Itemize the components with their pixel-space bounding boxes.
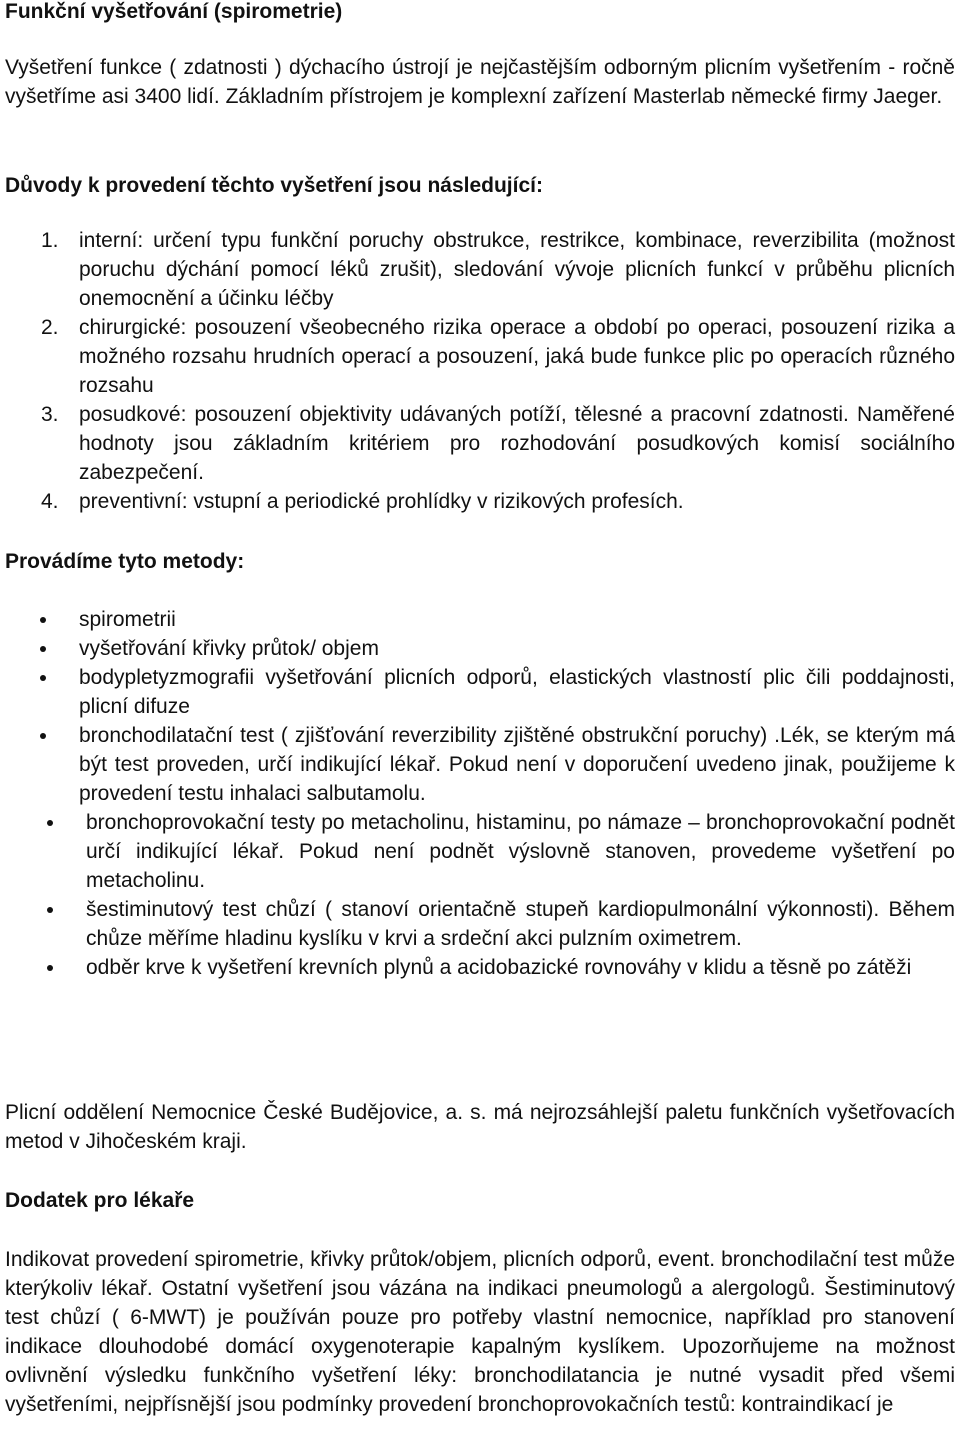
method-text: bodypletyzmografii vyšetřování plicních odporů, elastických vlastností plic čili poddajnosti, plicní difuze xyxy=(79,666,955,718)
reason-item xyxy=(5,400,955,487)
method-item xyxy=(5,663,955,721)
method-text: šestiminutový test chůzí ( stanoví orientačně stupeň kardiopulmonální výkonnosti). Během chůze měříme hladinu kyslíku v krvi a srdeční akci pulzním oximetrem. xyxy=(86,898,955,950)
bullet-icon xyxy=(47,965,53,971)
method-item xyxy=(5,808,955,895)
method-text: odběr krve k vyšetření krevních plynů a acidobazické rovnováhy v klidu a těsně po zátěži xyxy=(86,956,912,979)
reason-text: chirurgické: posouzení všeobecného rizika operace a období po operaci, posouzení rizika a možného rozsahu hrudních operací a posouzení, jaká bude funkce plic po operacích různého rozsahu xyxy=(79,316,955,397)
bullet-icon xyxy=(47,907,53,913)
reason-number: 3. xyxy=(41,403,59,426)
method-text: bronchodilatační test ( zjišťování reverzibility zjištěné obstrukční poruchy) .Lék, se kterým má být test proveden, určí indikující lékař. Pokud není v doporučení uvedeno jinak, použijeme k provedení testu inhalaci salbutamolu. xyxy=(79,724,955,805)
reason-number: 1. xyxy=(41,229,59,252)
reason-text: posudkové: posouzení objektivity udávaných potíží, tělesné a pracovní zdatnosti. Naměřené hodnoty jsou základním kritériem pro rozhodování posudkových komisí sociálního zabezpečení. xyxy=(79,403,955,484)
method-item xyxy=(5,953,955,982)
reason-number: 2. xyxy=(41,316,59,339)
bullet-icon xyxy=(40,617,46,623)
page-title: Funkční vyšetřování (spirometrie) xyxy=(5,0,343,23)
bullet-icon xyxy=(40,675,46,681)
method-item xyxy=(5,634,955,663)
addendum-paragraph: Indikovat provedení spirometrie, křivky průtok/objem, plicních odporů, event. bronchodilační test může kterýkoliv lékař. Ostatní vyšetření jsou vázána na indikaci pneumologů a alergologů. Šestiminutový test chůzí ( 6-MWT) je používán pouze pro potřeby vlastní nemocnice, například pro stanovení indikace dlouhodobé domácí oxygenoterapie kapalným kyslíkem. Upozorňujeme na možnost ovlivnění výsledku funkčního vyšetření léky: bronchodilatancia je nutné vysadit před všemi vyšetřeními, nejpřísnější jsou podmínky provedení bronchoprovokačních testů: kontraindikací je xyxy=(5,1248,955,1416)
reasons-list xyxy=(5,226,955,516)
reason-number: 4. xyxy=(41,490,59,513)
bullet-icon xyxy=(40,733,46,739)
addendum-heading: Dodatek pro lékaře xyxy=(5,1189,195,1212)
method-text: spirometrii xyxy=(79,608,176,631)
intro-paragraph: Vyšetření funkce ( zdatnosti ) dýchacího ústrojí je nejčastějším odborným plicním vyšetřením - ročně vyšetříme asi 3400 lidí. Základním přístrojem je komplexní zařízení Masterlab německé firmy Jaeger. xyxy=(5,56,955,108)
hospital-note: Plicní oddělení Nemocnice České Budějovice, a. s. má nejrozsáhlejší paletu funkčních vyšetřovacích metod v Jihočeském kraji. xyxy=(5,1101,955,1153)
reasons-heading: Důvody k provedení těchto vyšetření jsou následující: xyxy=(5,174,543,197)
method-item xyxy=(5,605,955,634)
bullet-icon xyxy=(40,646,46,652)
reason-item xyxy=(5,313,955,400)
reason-item xyxy=(5,487,955,516)
method-item xyxy=(5,721,955,808)
reason-text: preventivní: vstupní a periodické prohlídky v rizikových profesích. xyxy=(79,490,684,513)
methods-list xyxy=(5,605,955,982)
method-text: bronchoprovokační testy po metacholinu, histaminu, po námaze – bronchoprovokační podnět určí indikující lékař. Pokud není podnět výslovně stanoven, provedeme vyšetření po metacholinu. xyxy=(86,811,955,892)
methods-heading: Provádíme tyto metody: xyxy=(5,550,245,573)
reason-text: interní: určení typu funkční poruchy obstrukce, restrikce, kombinace, reverzibilita (možnost poruchu dýchání pomocí léků zrušit), sledování vývoje plicních funkcí v průběhu plicních onemocnění a účinku léčby xyxy=(79,229,955,310)
method-text: vyšetřování křivky průtok/ objem xyxy=(79,637,379,660)
method-item xyxy=(5,895,955,953)
reason-item xyxy=(5,226,955,313)
bullet-icon xyxy=(47,820,53,826)
